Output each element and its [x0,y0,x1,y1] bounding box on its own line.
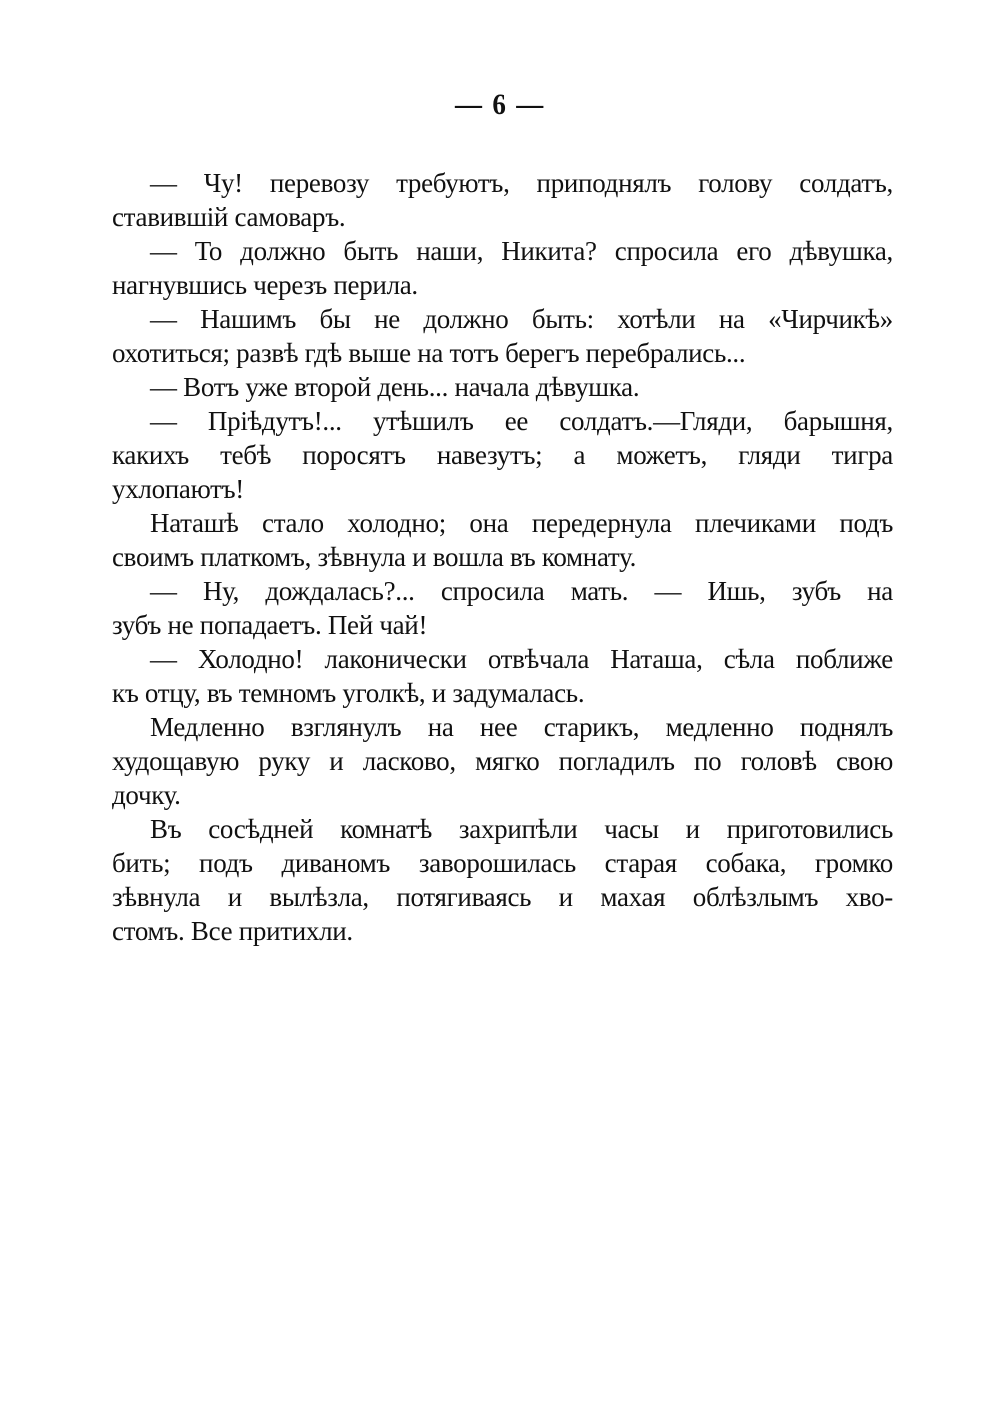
text-line: — Пріѣдутъ!... утѣшилъ ее солдатъ.—Гляди, барышня, [150,406,893,436]
text-line: Въ сосѣдней комнатѣ захрипѣли часы и приготовились [150,814,893,844]
text-line: — Ну, дождалась?... спросила мать. — Ишь, зубъ на [150,576,893,606]
paragraph [112,302,893,370]
text-line: — То должно быть наши, Никита? спросила его дѣвушка, [150,236,893,266]
text-line: ухлопаютъ! [112,474,244,504]
text-line: — Нашимъ бы не должно быть: хотѣли на «Чирчикѣ» [150,304,893,334]
paragraph [112,812,893,948]
text-line: бить; подъ диваномъ заворошилась старая собака, громко [112,848,893,878]
paragraph [112,506,893,574]
text-line: къ отцу, въ темномъ уголкѣ, и задумалась. [112,678,585,708]
paragraph [112,234,893,302]
text-line: своимъ платкомъ, зѣвнула и вошла въ комнату. [112,542,637,572]
text-line: охотиться; развѣ гдѣ выше на тотъ берегъ перебрались... [112,338,746,368]
paragraph [112,370,893,404]
paragraph [112,404,893,506]
body-text [112,166,893,948]
text-line: — Холодно! лаконически отвѣчала Наташа, сѣла поближе [150,644,893,674]
paragraph [112,166,893,234]
text-line: какихъ тебѣ поросятъ навезутъ; а можетъ, гляди тигра [112,440,893,470]
text-line: Наташѣ стало холодно; она передернула плечиками подъ [150,508,893,538]
page-number: — 6 — [455,88,545,121]
text-line: ставившій самоваръ. [112,202,346,232]
text-line: нагнувшись черезъ перила. [112,270,418,300]
text-line: худощавую руку и ласково, мягко погладилъ по головѣ свою [112,746,893,776]
paragraph [112,642,893,710]
paragraph [112,710,893,812]
text-line: зубъ не попадаетъ. Пей чай! [112,610,428,640]
text-line: — Вотъ уже второй день... начала дѣвушка. [150,372,640,402]
text-line: Медленно взглянулъ на нее старикъ, медленно поднялъ [150,712,893,742]
text-line: зѣвнула и вылѣзла, потягиваясь и махая облѣзлымъ хво- [112,882,893,912]
text-line: стомъ. Все притихли. [112,916,353,946]
paragraph [112,574,893,642]
text-line: — Чу! перевозу требуютъ, приподнялъ голову солдатъ, [150,168,893,198]
text-line: дочку. [112,780,181,810]
